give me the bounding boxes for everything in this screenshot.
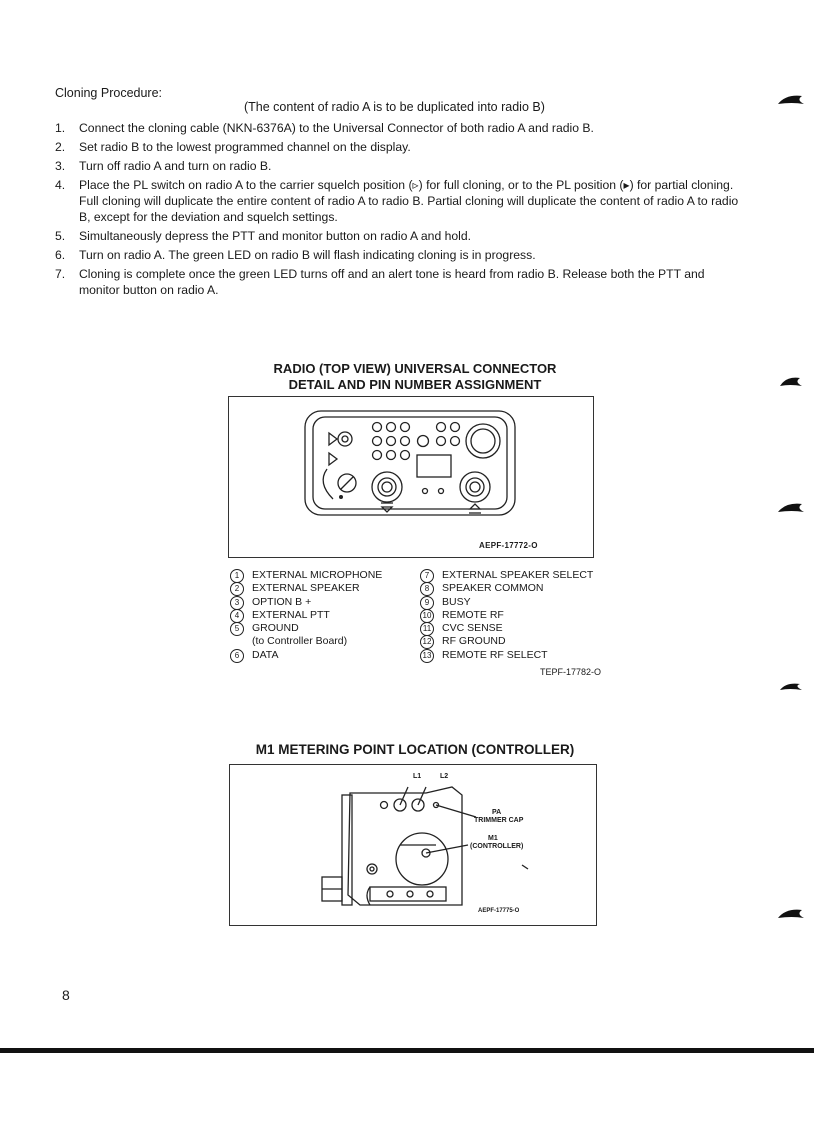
legend-label: OPTION B + bbox=[252, 595, 312, 608]
step-number: 3. bbox=[55, 159, 66, 173]
pin-number-badge: 3 bbox=[230, 596, 244, 610]
legend-label: BUSY bbox=[442, 595, 471, 608]
label-l2: L2 bbox=[440, 773, 449, 780]
step-item bbox=[55, 158, 745, 174]
step-text: Turn on radio A. The green LED on radio B will flash indicating cloning is in progress. bbox=[79, 248, 536, 262]
step-number: 7. bbox=[55, 267, 66, 281]
legend-label: REMOTE RF SELECT bbox=[442, 648, 548, 661]
pin-number-badge: 5 bbox=[230, 622, 244, 636]
controller-figure-frame bbox=[229, 764, 597, 926]
step-number: 5. bbox=[55, 229, 66, 243]
step-text: Simultaneously depress the PTT and monitor button on radio A and hold. bbox=[79, 229, 472, 243]
step-item bbox=[55, 120, 745, 136]
pin-number-badge: 1 bbox=[230, 569, 244, 583]
pin-number-badge: 7 bbox=[420, 569, 434, 583]
pin-number-badge: 8 bbox=[420, 582, 434, 596]
step-item bbox=[55, 139, 745, 155]
legend-item bbox=[420, 569, 605, 582]
binder-mark-icon bbox=[776, 374, 806, 390]
pin-legend-right bbox=[420, 569, 605, 662]
procedure-subheading: (The content of radio A is to be duplicated into radio B) bbox=[244, 100, 545, 114]
connector-figure-frame bbox=[228, 396, 594, 558]
figure1-title bbox=[230, 361, 600, 393]
step-number: 1. bbox=[55, 121, 66, 135]
legend-item bbox=[420, 609, 605, 622]
legend-item bbox=[420, 635, 605, 648]
page-number: 8 bbox=[62, 987, 70, 1003]
step-number: 2. bbox=[55, 140, 66, 154]
pin-number-badge: 2 bbox=[230, 582, 244, 596]
legend-label: RF GROUND bbox=[442, 635, 506, 648]
procedure-heading: Cloning Procedure: bbox=[55, 86, 163, 100]
step-text: Set radio B to the lowest programmed channel on the display. bbox=[79, 140, 411, 154]
figure1-code: AEPF-17772-O bbox=[479, 541, 538, 550]
legend-label: DATA bbox=[252, 648, 279, 661]
figure1-title-line2: DETAIL AND PIN NUMBER ASSIGNMENT bbox=[288, 377, 542, 392]
legend-label: EXTERNAL SPEAKER SELECT bbox=[442, 569, 594, 581]
step-item bbox=[55, 177, 745, 225]
pin-number-badge: 10 bbox=[420, 609, 434, 623]
legend-item bbox=[230, 609, 410, 622]
pin-number-badge: 4 bbox=[230, 609, 244, 623]
label-l1: L1 bbox=[413, 773, 422, 780]
label-trimmer-cap: TRIMMER CAP bbox=[474, 817, 524, 824]
step-text: Cloning is complete once the green LED turns off and an alert tone is heard from radio B. Release both the PTT and monitor button on radio A. bbox=[79, 267, 705, 297]
step-number: 4. bbox=[55, 178, 66, 192]
legend-item bbox=[230, 582, 410, 595]
label-m1: M1 bbox=[488, 835, 498, 842]
pin-number-badge: 6 bbox=[230, 649, 244, 663]
step-text: Place the PL switch on radio A to the carrier squelch position (▹) for full cloning, or to the PL position (▸) for partial cloning. Full cloning will duplicate the entire content of radio A to radio B. Partial cloning will duplicate the content of radio A to radio B, except for the deviation and squelch settings. bbox=[79, 178, 739, 224]
binder-mark-icon bbox=[776, 92, 806, 108]
step-number: 6. bbox=[55, 248, 66, 262]
procedure-steps bbox=[55, 120, 745, 301]
figure1-tepf-code: TEPF-17782-O bbox=[540, 667, 602, 677]
legend-item bbox=[420, 622, 605, 635]
pin-legend-left bbox=[230, 569, 410, 662]
pin-number-badge: 13 bbox=[420, 649, 434, 663]
figure2-code: AEPF-17775-O bbox=[478, 908, 520, 914]
legend-item bbox=[420, 596, 605, 609]
step-item bbox=[55, 228, 745, 244]
label-pa: PA bbox=[492, 809, 502, 816]
binder-mark-icon bbox=[776, 500, 806, 516]
binder-mark-icon bbox=[776, 906, 806, 922]
legend-item bbox=[420, 582, 605, 595]
legend-label: (to Controller Board) bbox=[252, 635, 348, 648]
pin-number-badge: 12 bbox=[420, 635, 434, 649]
pin-number-badge: 9 bbox=[420, 596, 434, 610]
legend-label: EXTERNAL PTT bbox=[252, 608, 330, 621]
legend-label: GROUND bbox=[252, 622, 299, 635]
figure2-title: M1 METERING POINT LOCATION (CONTROLLER) bbox=[255, 742, 575, 757]
legend-item bbox=[230, 622, 410, 635]
label-controller: (CONTROLLER) bbox=[470, 843, 524, 850]
step-text: Connect the cloning cable (NKN-6376A) to the Universal Connector of both radio A and radio B. bbox=[79, 121, 594, 135]
controller-diagram bbox=[230, 765, 596, 925]
step-item bbox=[55, 247, 745, 263]
figure1-title-line1: RADIO (TOP VIEW) UNIVERSAL CONNECTOR bbox=[273, 361, 557, 376]
legend-item bbox=[230, 596, 410, 609]
legend-item bbox=[230, 649, 410, 662]
legend-label: EXTERNAL SPEAKER bbox=[252, 582, 360, 595]
legend-label: REMOTE RF bbox=[442, 608, 504, 621]
legend-item-note bbox=[230, 635, 410, 648]
legend-label: EXTERNAL MICROPHONE bbox=[252, 569, 383, 581]
legend-label: SPEAKER COMMON bbox=[442, 582, 544, 595]
step-item bbox=[55, 266, 745, 298]
pin-number-badge: 11 bbox=[420, 622, 434, 636]
connector-diagram bbox=[229, 397, 593, 557]
legend-label: CVC SENSE bbox=[442, 622, 503, 635]
legend-item bbox=[420, 649, 605, 662]
legend-item bbox=[230, 569, 410, 582]
bottom-rule bbox=[0, 1048, 814, 1053]
binder-mark-icon bbox=[776, 678, 806, 694]
step-text: Turn off radio A and turn on radio B. bbox=[79, 159, 272, 173]
